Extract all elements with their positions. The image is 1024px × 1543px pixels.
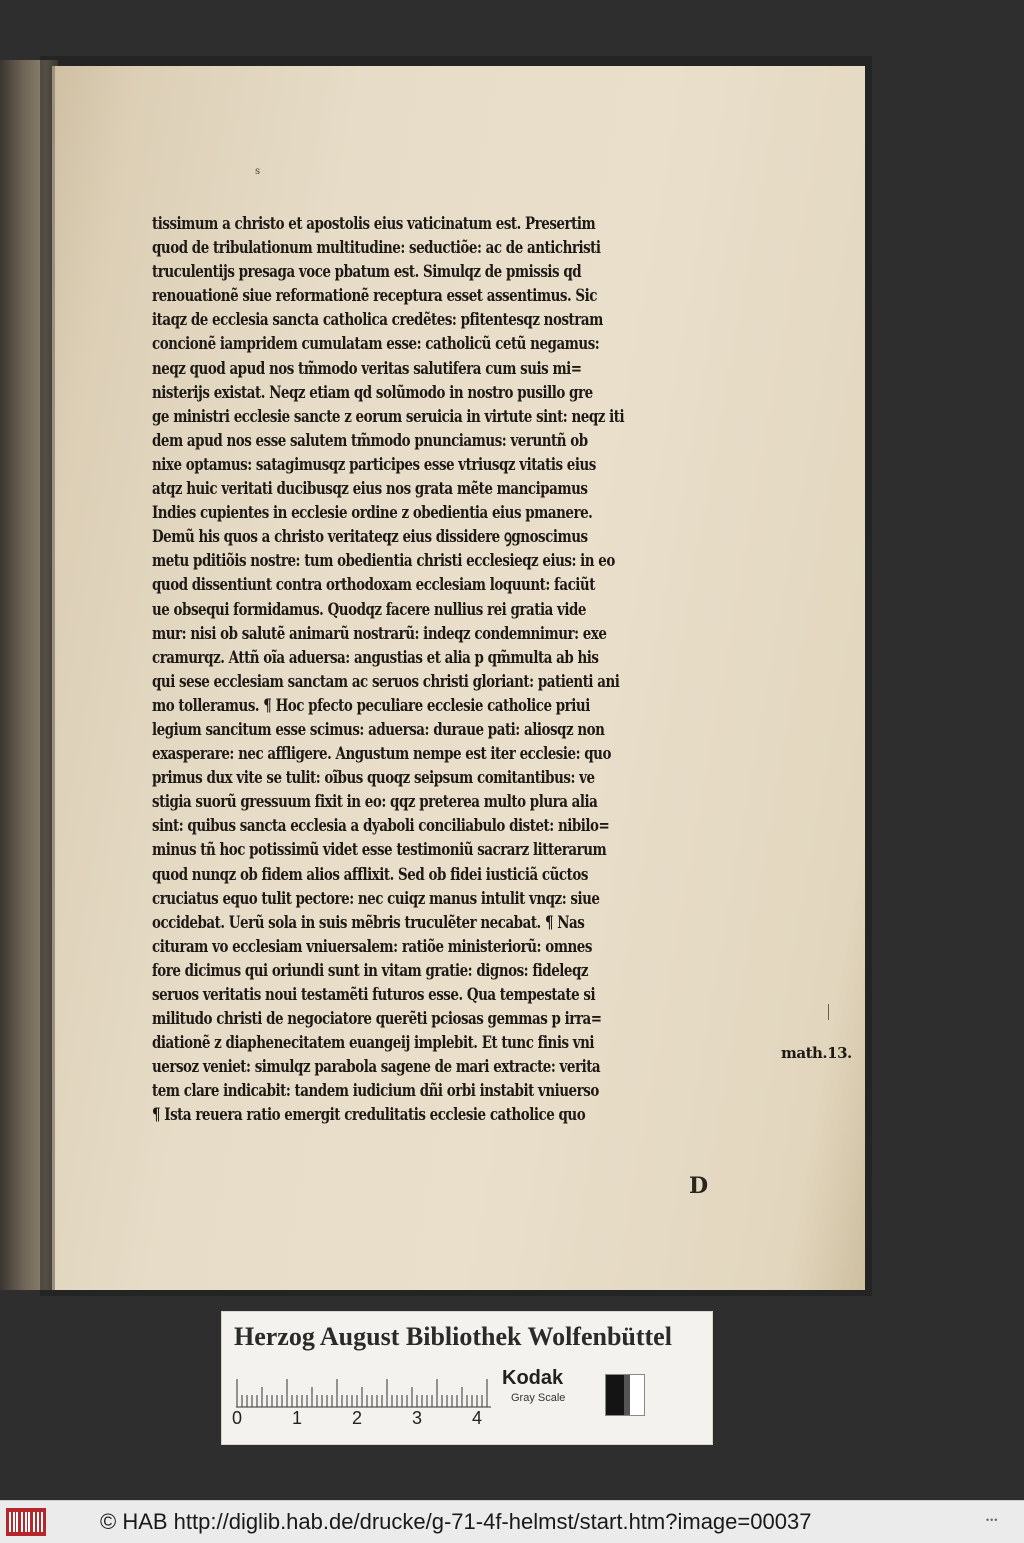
text-block <box>152 212 832 1128</box>
text-line: metu pditiõis nostre: tum obedientia christi ecclesieqz eius: in eo <box>152 551 615 572</box>
library-name: Herzog August Bibliothek Wolfenbüttel <box>234 1322 672 1351</box>
marginal-tick <box>828 1004 829 1020</box>
text-line: diationẽ z diaphenecitatem euangeij implebit. Et tunc finis vni <box>152 1033 595 1054</box>
text-line: sint: quibus sancta ecclesia a dyaboli conciliabulo distet: nibilo= <box>152 816 610 837</box>
text-line: Demũ his quos a christo veritateqz eius dissidere ꝯgnoscimus <box>152 527 588 548</box>
text-line: truculentijs presaga voce pbatum est. Simulqz de pmissis qd <box>152 262 582 283</box>
text-line: tem clare indicabit: tandem iudicium dñi orbi instabit vniuerso <box>152 1081 599 1102</box>
text-line: nixe optamus: satagimusqz participes esse vtriusqz vitatis eius <box>152 454 596 475</box>
text-line: renouationẽ siue reformationẽ receptura esset assentimus. Sic <box>152 286 597 307</box>
text-line: cituram vo ecclesiam vniuersalem: ratiõe ministeriorũ: omnes <box>152 936 592 957</box>
text-line: primus dux vite se tulit: oĩbus quoqz seipsum comitantibus: ve <box>152 768 595 789</box>
text-line: atqz huic veritati ducibusqz eius nos grata mẽte mancipamus <box>152 479 588 500</box>
catchword: D <box>689 1173 709 1199</box>
ruler-number: 1 <box>292 1408 303 1428</box>
text-line: ge ministri ecclesie sancte z eorum seruicia in virtute sint: neqz iti <box>152 406 625 427</box>
text-line: mo tolleramus. ¶ Hoc pfecto peculiare ecclesie catholice priui <box>152 695 590 716</box>
barcode-stripe <box>33 1512 35 1532</box>
text-line: fore dicimus qui oriundi sunt in vitam gratie: dignos: fideleqz <box>152 960 589 981</box>
text-line: uersoz veniet: simulqz parabola sagene de mari extracte: verita <box>152 1057 601 1078</box>
kodak-logo: Kodak <box>502 1367 564 1389</box>
text-line: ue obsequi formidamus. Quodqz facere nullius rei gratia vide <box>152 599 586 620</box>
barcode-stripe <box>28 1512 30 1532</box>
ruler-number: 3 <box>412 1408 423 1428</box>
text-line: quod dissentiunt contra orthodoxam ecclesiam loquunt: faciũt <box>152 575 595 596</box>
barcode-stripe <box>41 1512 43 1532</box>
gray-scale-patch <box>605 1374 645 1416</box>
text-line: exasperare: nec affligere. Angustum nempe est iter ecclesie: quo <box>152 744 611 765</box>
text-line: nisterijs existat. Neqz etiam qd solũmodo in nostro pusillo gre <box>152 382 593 403</box>
text-line: Indies cupientes in ecclesie ordine z obedientia eius pmanere. <box>152 503 593 524</box>
text-line: quod nunqz ob fidem alios afflixit. Sed ob fidei iusticiã cũctos <box>152 864 588 885</box>
ruler-number: 4 <box>472 1408 483 1428</box>
footer-credit[interactable]: © HAB http://diglib.hab.de/drucke/g-71-4f-helmst/start.htm?image=00037 <box>100 1509 812 1534</box>
color-target-card <box>221 1311 713 1445</box>
text-line: stigia suorũ gressuum fixit in eo: qqz preterea multo plura alia <box>152 792 598 813</box>
text-line: quod de tribulationum multitudine: seductiõe: ac de antichristi <box>152 238 601 259</box>
text-line: militudo christi de negociatore querẽti pciosas gemmas p irra= <box>152 1009 602 1030</box>
barcode-icon <box>6 1508 46 1536</box>
barcode-stripe <box>13 1512 15 1532</box>
text-line: mur: nisi ob salutẽ animarũ nostrarũ: indeqz condemnimur: exe <box>152 623 607 644</box>
text-line: occidebat. Uerũ sola in suis mẽbris truculẽter necabat. ¶ Nas <box>152 912 585 933</box>
barcode-stripe <box>16 1512 18 1532</box>
text-line: itaqz de ecclesia sancta catholica credẽtes: pfitentesqz nostram <box>152 310 603 331</box>
text-line: seruos veritatis noui testamẽti futuros esse. Qua tempestate si <box>152 985 596 1005</box>
text-line: legium sancitum esse scimus: aduersa: duraue pati: aliosqz non <box>152 719 605 740</box>
text-line: cruciatus equo tulit pectore: nec cuiqz manus intulit vnqz: siue <box>152 888 600 909</box>
barcode-stripe <box>25 1512 27 1532</box>
barcode-stripe <box>21 1512 23 1532</box>
ruler <box>236 1372 496 1408</box>
text-line: neqz quod apud nos tm̃modo veritas salutifera cum suis mi= <box>152 358 582 379</box>
dark-gray-patch <box>624 1375 630 1415</box>
ruler-number: 2 <box>352 1408 363 1428</box>
barcode-stripe <box>37 1512 39 1532</box>
text-line: minus tñ hoc potissimũ videt esse testimoniũ sacrarz litterarum <box>152 840 607 861</box>
text-line: qui sese ecclesiam sanctam ac seruos christi gloriant: patienti ani <box>152 671 620 692</box>
black-patch <box>606 1375 624 1415</box>
footer-bar <box>0 1500 1024 1543</box>
text-line: tissimum a christo et apostolis eius vaticinatum est. Presertim <box>152 214 596 234</box>
ruler-numbers <box>232 1408 492 1434</box>
text-line: ¶ Ista reuera ratio emergit credulitatis ecclesie catholice quo <box>152 1105 586 1126</box>
barcode-stripe <box>9 1512 11 1532</box>
gray-scale-label: Gray Scale <box>511 1392 566 1404</box>
scanned-page <box>52 66 865 1290</box>
text-line: dem apud nos esse salutem tm̃modo pnunciamus: veruntñ ob <box>152 430 588 451</box>
text-line: cramurqz. Attñ oĩa aduersa: angustias et alia p qm̃multa ab his <box>152 647 599 668</box>
page-mark: s <box>255 166 261 177</box>
ruler-number: 0 <box>232 1408 243 1428</box>
more-dots-icon[interactable]: ••• <box>986 1515 999 1525</box>
marginal-note: math.13. <box>781 1044 852 1062</box>
text-line: concionẽ iampridem cumulatam esse: catholicũ cetũ negamus: <box>152 334 600 355</box>
